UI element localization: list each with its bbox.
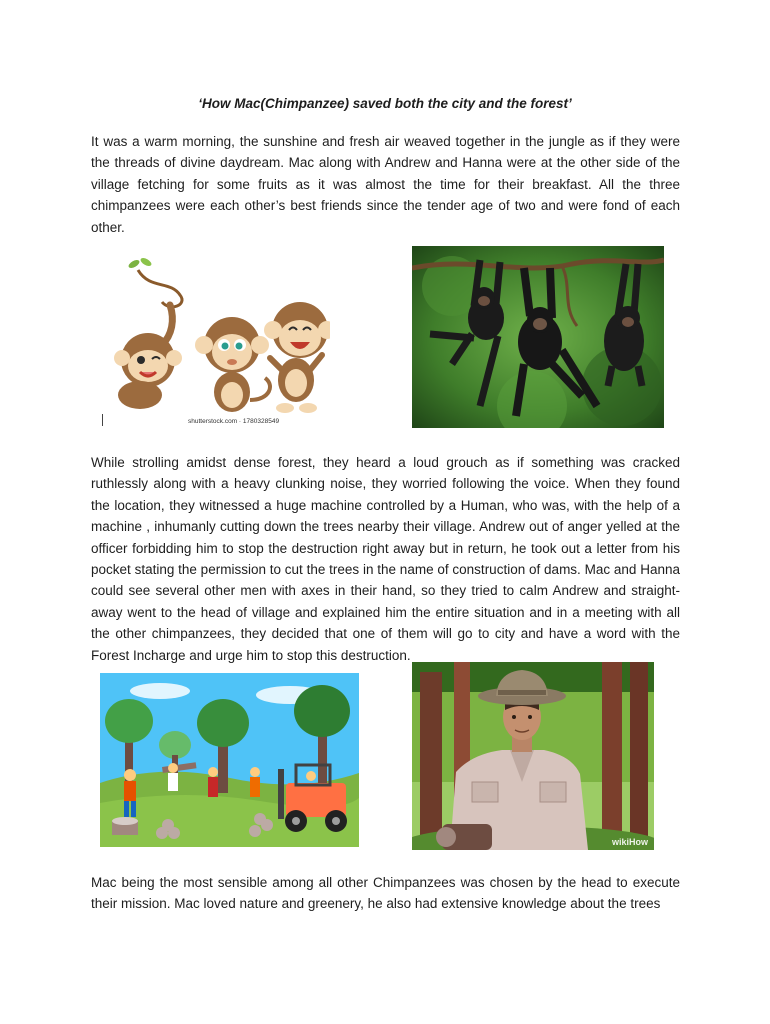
image-credit-caption: shutterstock.com · 1780328549 [188,418,280,425]
paragraph-3: Mac being the most sensible among all other Chimpanzees was chosen by the head to execute their mission. Mac loved nature and greenery, he also had extensive knowledge about the trees [91,875,680,912]
cartoon-monkeys-image [100,250,330,430]
image-divider [102,414,103,426]
tree-cutting-illustration [100,673,359,847]
chimpanzees-hanging-illustration [412,246,664,428]
cartoon-monkeys-illustration [100,250,330,430]
tree-cutting-scene [100,673,359,847]
paragraph-1: It was a warm morning, the sunshine and fresh air weaved together in the jungle as if they were the threads of divine daydream. Mac along with Andrew and Hanna were at the other side of the village fetching for some fruits as it was almost the time for their breakfast. All the three chimpanzees were each other’s best friends since the tender age of two and were fond of each other. [91,134,680,235]
forest-ranger-image [412,662,654,850]
forest-ranger-illustration [412,662,654,850]
chimpanzees-photo [412,246,664,428]
paragraph-2: While strolling amidst dense forest, they heard a loud grouch as if something was cracked ruthlessly along with a heavy clunking noise, they worried following the voice. When they found the location, they witnessed a huge machine controlled by a Human, who was, with the help of a machine , inhumanly cutting down the trees nearby their village. Andrew out of anger yelled at the officer forbidding him to stop the destruction right away but in return, he took out a letter from his pocket stating the permission to cut the trees in the name of construction of dams. Mac and Hanna could see several other men with axes in their hand, so they tried to calm Andrew and straight-away went to the head of village and explained him the entire situation and in a meeting with all the other chimpanzees, they decided that one of them will go to city and have a word with the Forest Incharge and urge him to stop this destruction. [91,455,680,663]
story-title: ‘How Mac(Chimpanzee) saved both the city and the forest’ [198,96,572,111]
wikihow-watermark: wikiHow [611,837,648,847]
